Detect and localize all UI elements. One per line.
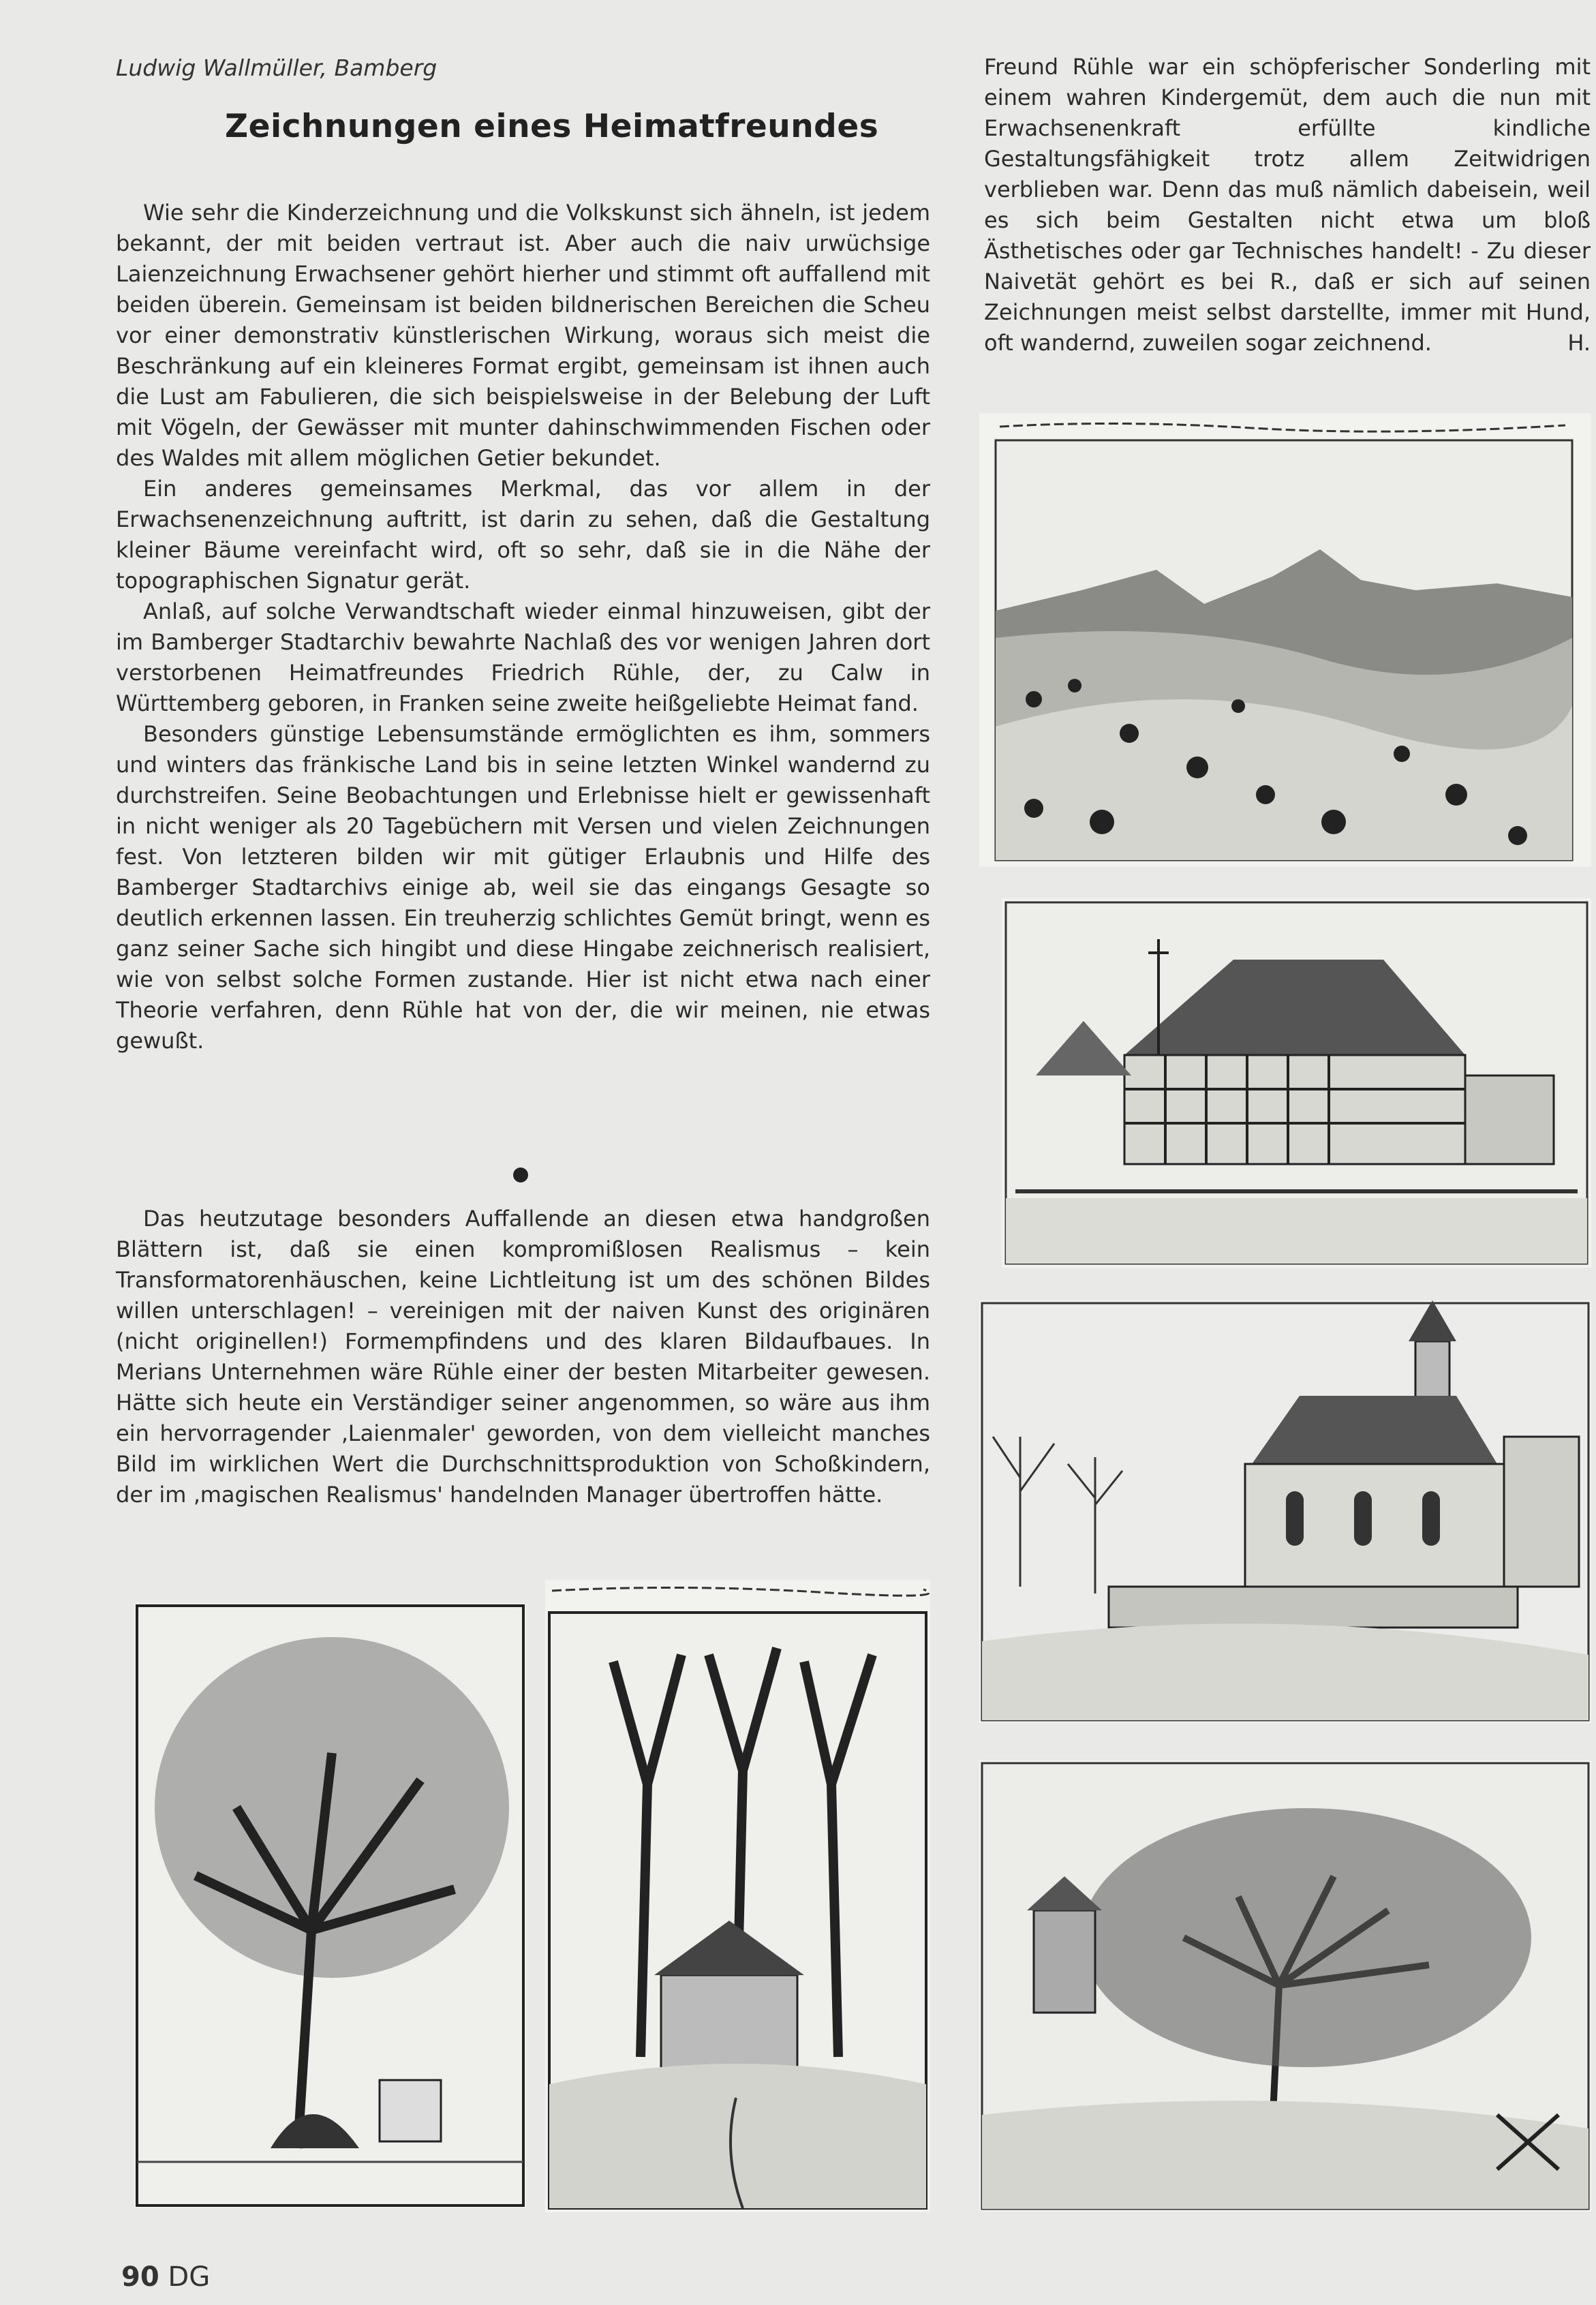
figure-landscape-hills	[979, 413, 1591, 867]
figure-old-tree-village	[979, 1760, 1591, 2212]
paragraph: Das heutzutage besonders Auffallende an diesen etwa handgroßen Blättern ist, daß sie einen kompromißlosen Realismus – kein Transformatorenhäuschen, keine Lichtleitung ist um des schönen Bildes willen unterschlagen! – vereinigen mit der naiven Kunst des originären (nicht originellen!) Formempfindens und des klaren Bildaufbaues. In Merians Unternehmen wäre Rühle einer der besten Mitarbeiter gewesen. Hätte sich heute ein Verständiger seiner angenommen, so wäre aus ihm ein hervorragender ‚Laienmaler' geworden, von dem vielleicht manches Bild im wirklichen Wert die Durchschnittsproduktion von Schoßkindern, der im ‚magischen Realismus' handelnden Manager übertroffen hätte.	[116, 1206, 930, 1508]
paragraph: Besonders günstige Lebensumstände ermöglichten es ihm, sommers und winters das fränkische Land bis in seine letzten Winkel wandernd zu durchstreifen. Seine Beobachtungen und Erlebnisse hielt er gewissenhaft in nicht weniger als 20 Tagebüchern mit Versen und vielen Zeichnungen fest. Von letzteren bilden wir mit gütiger Erlaubnis und Hilfe des Bamberger Stadtarchivs einige ab, weil sie das eingangs Gesagte so deutlich erkennen lassen. Ein treuherzig schlichtes Gemüt bringt, wenn es ganz seiner Sache sich hingibt und diese Hingabe zeichnerisch realisiert, wie von selbst solche Formen zustande. Hier ist nicht etwa nach einer Theorie verfahren, denn Rühle hat von der, die wir meinen, nie etwas gewußt.	[116, 721, 930, 1054]
page-number: 90	[121, 2261, 159, 2293]
figure-large-tree-monument	[134, 1603, 526, 2208]
paragraph: Anlaß, auf solche Verwandtschaft wieder einmal hinzuweisen, gibt der im Bamberger Stadtarchiv bewahrte Nachlaß des vor wenigen Jahren dort verstorbenen Heimatfreundes Friedrich Rühle, der, zu Calw in Württemberg geboren, in Franken seine zweite heißgeliebte Heimat fand.	[116, 598, 930, 716]
figure-half-timbered-house	[1002, 898, 1591, 1268]
left-column	[116, 198, 930, 1056]
figure-village-church	[979, 1300, 1591, 1723]
signature: H.	[1567, 330, 1591, 356]
figure-three-trees-chapel	[545, 1580, 930, 2212]
journal-abbreviation: DG	[168, 2261, 211, 2293]
page-footer	[121, 2261, 210, 2293]
paragraph: Ein anderes gemeinsames Merkmal, das vor allem in der Erwachsenenzeichnung auftritt, ist darin zu sehen, daß die Gestaltung kleiner Bäume vereinfacht wird, oft so sehr, daß sie in die Nähe der topographischen Signatur gerät.	[116, 476, 930, 594]
paragraph: Wie sehr die Kinderzeichnung und die Volkskunst sich ähneln, ist jedem bekannt, der mit beiden vertraut ist. Aber auch die naiv urwüchsige Laienzeichnung Erwachsener gehört hierher und stimmt oft auffallend mit beiden überein. Gemeinsam ist beiden bildnerischen Bereichen die Scheu vor einer demonstrativ künstlerischen Wirkung, woraus sich meist die Beschränkung auf ein kleineres Format ergibt, gemeinsam ist ihnen auch die Lust am Fabulieren, die sich beispielsweise in der Belebung der Luft mit Vögeln, der Gewässer mit munter dahinschwimmenden Fischen oder des Waldes mit allem möglichen Getier bekundet.	[116, 200, 930, 471]
left-column-continued	[116, 1204, 930, 1510]
paragraph-text: Freund Rühle war ein schöpferischer Sonderling mit einem wahren Kindergemüt, dem auch die nun mit Erwachsenenkraft erfüllte kindliche Gestaltungsfähigkeit trotz allem Zeitwidrigen verblieben war. Denn das muß nämlich dabeisein, weil es sich beim Gestalten nicht etwa um bloß Ästhetisches oder gar Technisches handelt! - Zu dieser Naivetät gehört es bei R., daß er sich auf seinen Zeichnungen meist selbst darstellte, immer mit Hund, oft wandernd, zuweilen sogar zeichnend.	[984, 54, 1591, 356]
article-title: Zeichnungen eines Heimatfreundes	[225, 108, 879, 145]
author-line: Ludwig Wallmüller, Bamberg	[116, 55, 438, 81]
paragraph	[984, 52, 1591, 358]
right-column	[984, 52, 1591, 358]
section-bullet	[513, 1167, 528, 1182]
